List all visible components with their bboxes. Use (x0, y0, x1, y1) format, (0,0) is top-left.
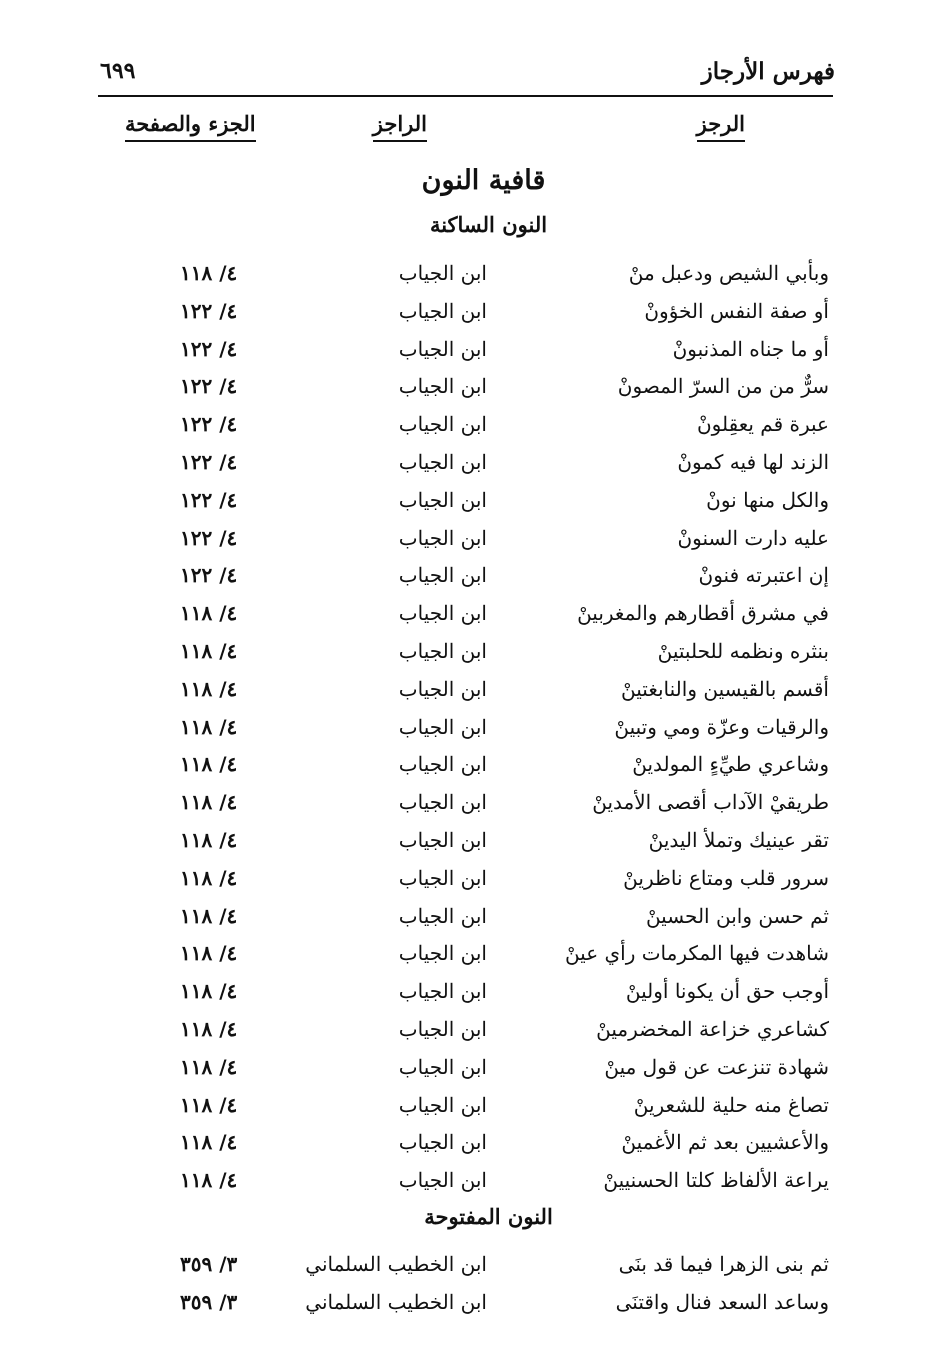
table-row (0, 670, 927, 708)
poet-cell: ابن الجياب (398, 865, 487, 890)
verse-cell: عبرة قم يعقِلونْ (696, 412, 829, 437)
verse-cell: تقر عينيك وتملأ اليدينْ (648, 828, 829, 852)
table-row (0, 972, 927, 1010)
volume-page-cell: ٤/ ١١٨ (180, 1092, 238, 1117)
subsection-title: النون الساكنة (429, 212, 548, 237)
column-header-rajaz: الرجز (697, 110, 745, 142)
table-row (0, 859, 927, 897)
poet-cell: ابن الجياب (398, 790, 487, 815)
poet-cell: ابن الجياب (398, 525, 487, 550)
verse-cell: شهادة تنزعت عن قول مينْ (604, 1054, 829, 1079)
table-row (0, 443, 927, 481)
poet-cell: ابن الجياب (398, 1168, 487, 1193)
table-row (0, 1283, 927, 1321)
volume-page-cell: ٤/ ١١٨ (180, 941, 238, 966)
volume-page-cell: ٤/ ١١٨ (180, 828, 238, 852)
table-row (0, 1123, 927, 1161)
section-title: قافية النون (421, 165, 546, 196)
table-row (0, 405, 927, 443)
poet-cell: ابن الجياب (398, 450, 487, 474)
poet-cell: ابن الجياب (398, 412, 487, 437)
verse-cell: أو ما جناه المذنبونْ (672, 336, 829, 361)
volume-page-cell: ٤/ ١١٨ (180, 865, 238, 890)
poet-cell: ابن الجياب (398, 336, 487, 361)
table-row (0, 519, 927, 557)
volume-page-cell: ٤/ ١١٨ (180, 601, 238, 626)
verse-cell: والأعشيين بعد ثم الأغمينْ (621, 1130, 829, 1155)
table-row (0, 1245, 927, 1283)
verse-cell: شاهدت فيها المكرمات رأي عينْ (564, 941, 829, 966)
verse-cell: سرور قلب ومتاع ناظرينْ (623, 865, 829, 890)
table-row (0, 1161, 927, 1199)
volume-page-cell: ٤/ ١٢٢ (180, 298, 238, 323)
poet-cell: ابن الجياب (398, 941, 487, 966)
verse-cell: وبأبي الشيص ودعبل منْ (628, 261, 829, 285)
poet-cell: ابن الجياب (398, 374, 487, 399)
volume-page-cell: ٤/ ١٢٢ (180, 336, 238, 361)
volume-page-cell: ٤/ ١١٨ (180, 676, 238, 701)
table-row (0, 745, 927, 783)
volume-page-cell: ٤/ ١٢٢ (180, 374, 238, 399)
volume-page-cell: ٤/ ١١٨ (180, 1054, 238, 1079)
table-row (0, 708, 927, 746)
volume-page-cell: ٤/ ١٢٢ (180, 487, 238, 512)
verse-cell: ثم حسن وابن الحسينْ (645, 903, 829, 928)
volume-page-cell: ٤/ ١٢٢ (180, 412, 238, 437)
column-header-juz-page: الجزء والصفحة (125, 110, 256, 142)
poet-cell: ابن الجياب (398, 261, 487, 285)
verse-cell: والرقيات وعزّة ومي وتبينْ (614, 714, 829, 739)
verse-cell: عليه دارت السنونْ (677, 525, 829, 550)
volume-page-cell: ٤/ ١١٨ (180, 790, 238, 815)
column-header-raajiz: الراجز (373, 110, 427, 142)
verse-cell: والكل منها نونْ (706, 487, 829, 512)
poet-cell: ابن الجياب (398, 639, 487, 663)
page-number: ٦٩٩ (100, 58, 136, 84)
poet-cell: ابن الخطيب السلماني (305, 1289, 487, 1314)
table-row (0, 934, 927, 972)
verse-cell: الزند لها فيه كمونْ (677, 450, 829, 474)
volume-page-cell: ٤/ ١١٨ (180, 261, 238, 285)
poet-cell: ابن الجياب (398, 601, 487, 626)
poet-cell: ابن الجياب (398, 487, 487, 512)
volume-page-cell: ٤/ ١١٨ (180, 1130, 238, 1155)
verse-cell: تصاغ منه حلية للشعرينْ (633, 1092, 829, 1117)
table-row (0, 330, 927, 368)
poet-cell: ابن الجياب (398, 1130, 487, 1155)
volume-page-cell: ٤/ ١١٨ (180, 639, 238, 663)
volume-page-cell: ٤/ ١١٨ (180, 979, 238, 1004)
volume-page-cell: ٤/ ١١٨ (180, 1017, 238, 1041)
header-rule (98, 95, 833, 97)
poet-cell: ابن الجياب (398, 563, 487, 588)
table-row (0, 594, 927, 632)
verse-cell: كشاعري خزاعة المخضرمينْ (596, 1017, 829, 1041)
table-row (0, 632, 927, 670)
poet-cell: ابن الجياب (398, 979, 487, 1004)
verse-cell: سرٌّ من من السرّ المصونْ (617, 374, 829, 399)
poet-cell: ابن الجياب (398, 1054, 487, 1079)
verse-cell: ثم بنى الزهرا فيما قد بنَى (618, 1252, 829, 1276)
verse-cell: يراعة الألفاظ كلتا الحسنيينْ (603, 1168, 829, 1193)
verse-cell: في مشرق أقطارهم والمغربينْ (577, 601, 829, 626)
volume-page-cell: ٣/ ٣٥٩ (180, 1252, 238, 1276)
subsection-title: النون المفتوحة (424, 1204, 553, 1229)
verse-cell: طريقيْ الآداب أقصى الأمدينْ (592, 790, 829, 815)
poet-cell: ابن الجياب (398, 676, 487, 701)
verse-cell: بنثره ونظمه للحلبتينْ (657, 639, 829, 663)
poet-cell: ابن الجياب (398, 298, 487, 323)
volume-page-cell: ٤/ ١٢٢ (180, 525, 238, 550)
table-row (0, 1048, 927, 1086)
poet-cell: ابن الجياب (398, 1092, 487, 1117)
volume-page-cell: ٤/ ١١٨ (180, 714, 238, 739)
verse-cell: أوجب حق أن يكونا أولينْ (625, 979, 829, 1004)
verse-cell: وساعد السعد فنال واقتنَى (615, 1289, 829, 1314)
table-row (0, 783, 927, 821)
poet-cell: ابن الجياب (398, 752, 487, 777)
verse-cell: وشاعري طيِّءٍ المولدينْ (632, 752, 829, 777)
poet-cell: ابن الجياب (398, 828, 487, 852)
volume-page-cell: ٤/ ١٢٢ (180, 450, 238, 474)
poet-cell: ابن الجياب (398, 714, 487, 739)
table-row (0, 1010, 927, 1048)
table-row (0, 254, 927, 292)
verse-cell: أو صفة النفس الخؤونْ (644, 298, 829, 323)
running-title: فهرس الأرجاز (701, 58, 835, 85)
table-row (0, 897, 927, 935)
volume-page-cell: ٤/ ١١٨ (180, 1168, 238, 1193)
volume-page-cell: ٤/ ١٢٢ (180, 563, 238, 588)
volume-page-cell: ٤/ ١١٨ (180, 903, 238, 928)
poet-cell: ابن الخطيب السلماني (305, 1252, 487, 1276)
table-row (0, 1086, 927, 1124)
table-row (0, 292, 927, 330)
table-row (0, 367, 927, 405)
table-row (0, 556, 927, 594)
table-row (0, 481, 927, 519)
volume-page-cell: ٤/ ١١٨ (180, 752, 238, 777)
poet-cell: ابن الجياب (398, 1017, 487, 1041)
poet-cell: ابن الجياب (398, 903, 487, 928)
verse-cell: إن اعتبرته فنونْ (698, 563, 829, 588)
verse-cell: أقسم بالقيسين والنابغتينْ (621, 676, 829, 701)
table-row (0, 821, 927, 859)
volume-page-cell: ٣/ ٣٥٩ (180, 1289, 238, 1314)
